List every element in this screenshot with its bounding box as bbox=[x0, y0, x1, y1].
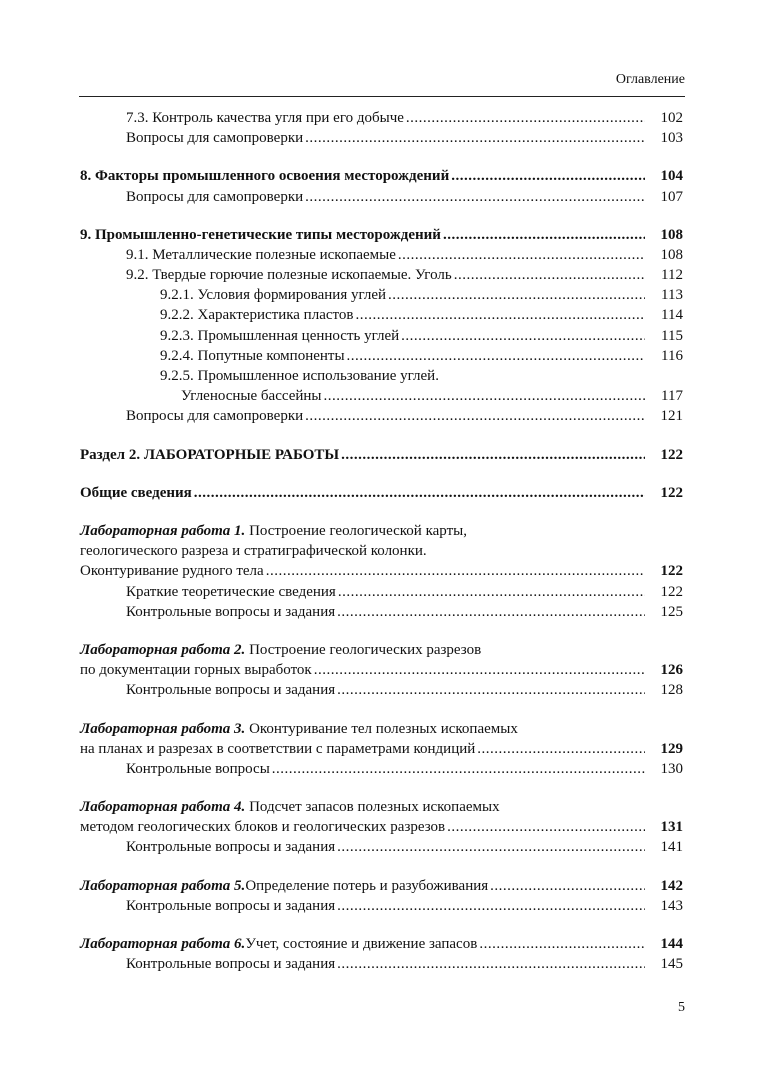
toc-lab-entry-line bbox=[80, 521, 683, 541]
toc-entry-title: по документации горных выработок bbox=[80, 662, 312, 679]
toc-entry-title: 9.2.3. Промышленная ценность углей bbox=[160, 327, 400, 344]
toc-entry-title: 9.1. Металлические полезные ископаемые bbox=[126, 246, 396, 263]
dot-leader bbox=[401, 326, 645, 346]
toc-entry-page: 103 bbox=[660, 130, 683, 147]
toc-entry-title: Определение потерь и разубоживания bbox=[245, 877, 489, 894]
dot-leader bbox=[314, 660, 645, 680]
dot-leader bbox=[324, 386, 646, 406]
toc-entry-page: 131 bbox=[660, 819, 683, 836]
toc-entry-title: на планах и разрезах в соответствии с параметрами кондиций bbox=[80, 740, 476, 757]
toc-section-entry bbox=[80, 483, 683, 503]
lab-work-label: Лабораторная работа 4. bbox=[80, 799, 246, 816]
toc-entry-title: Вопросы для самопроверки bbox=[126, 130, 304, 147]
dot-leader bbox=[338, 582, 645, 602]
toc-entry-page: 112 bbox=[661, 267, 683, 284]
toc-entry-title: Построение геологической карты, bbox=[245, 523, 467, 539]
toc-entry-title: Раздел 2. ЛАБОРАТОРНЫЕ РАБОТЫ bbox=[80, 446, 340, 463]
toc-entry bbox=[80, 386, 683, 406]
toc-lab-entry bbox=[80, 561, 683, 581]
toc-entry-page: 122 bbox=[660, 563, 683, 580]
dot-leader bbox=[266, 561, 645, 581]
toc-entry-page: 108 bbox=[660, 246, 683, 263]
header-rule bbox=[79, 96, 685, 97]
dot-leader bbox=[406, 108, 645, 128]
toc-entry bbox=[80, 265, 683, 285]
spacer bbox=[80, 207, 683, 225]
toc-lab-entry bbox=[80, 934, 683, 954]
toc-entry-title: Учет, состояние и движение запасов bbox=[245, 935, 478, 952]
spacer bbox=[80, 916, 683, 934]
spacer bbox=[80, 622, 683, 640]
lab-work-label: Лабораторная работа 1. bbox=[80, 523, 246, 539]
toc-entry bbox=[80, 954, 683, 974]
toc-entry-page: 144 bbox=[660, 935, 683, 952]
page-number: 5 bbox=[678, 1000, 685, 1015]
dot-leader bbox=[355, 305, 645, 325]
spacer bbox=[80, 779, 683, 797]
spacer bbox=[80, 701, 683, 719]
toc-lab-entry bbox=[80, 876, 683, 896]
toc-entry-title: Оконтуривание тел полезных ископаемых bbox=[245, 720, 518, 737]
toc-entry-page: 113 bbox=[661, 287, 683, 304]
toc-entry-title: 9.2.1. Условия формирования углей bbox=[160, 287, 387, 304]
toc-chapter-entry bbox=[80, 166, 683, 186]
toc-entry-page: 122 bbox=[660, 583, 683, 600]
dot-leader bbox=[305, 128, 645, 148]
toc-entry-page: 130 bbox=[660, 760, 683, 777]
toc-entry bbox=[80, 896, 683, 916]
toc-entry-title: методом геологических блоков и геологических разрезов bbox=[80, 819, 446, 836]
toc-chapter-entry bbox=[80, 225, 683, 245]
toc-entry-title: 9.2. Твердые горючие полезные ископаемые. Уголь bbox=[126, 267, 452, 284]
toc-entry bbox=[80, 306, 683, 326]
toc-entry-page: 145 bbox=[660, 956, 683, 973]
toc-entry bbox=[80, 602, 683, 622]
toc-entry-page: 121 bbox=[660, 408, 683, 425]
dot-leader bbox=[337, 954, 645, 974]
toc-lab-entry-line bbox=[80, 640, 683, 660]
toc-entry-title: Контрольные вопросы и задания bbox=[126, 682, 336, 699]
toc-entry bbox=[80, 245, 683, 265]
toc-entry-page: 102 bbox=[660, 109, 683, 126]
toc-entry-title: Подсчет запасов полезных ископаемых bbox=[245, 799, 500, 816]
toc-entry bbox=[80, 582, 683, 602]
toc-entry-title: 9.2.5. Промышленное использование углей. bbox=[160, 368, 439, 385]
toc-entry bbox=[80, 108, 683, 128]
toc-entry-title: Оконтуривание рудного тела bbox=[80, 563, 264, 580]
toc-lab-entry-line bbox=[80, 797, 683, 817]
dot-leader bbox=[447, 817, 645, 837]
dot-leader bbox=[479, 934, 645, 954]
toc-entry bbox=[80, 406, 683, 426]
toc-entry bbox=[80, 680, 683, 700]
running-head: Оглавление bbox=[615, 72, 685, 87]
toc-entry-title: 9.2.4. Попутные компоненты bbox=[160, 347, 345, 364]
dot-leader bbox=[347, 346, 645, 366]
dot-leader bbox=[337, 602, 645, 622]
toc-entry-title: 7.3. Контроль качества угля при его добыче bbox=[126, 109, 404, 126]
toc-entry-title: Вопросы для самопроверки bbox=[126, 188, 304, 205]
toc-entry-title: 8. Факторы промышленного освоения месторождений bbox=[80, 168, 450, 185]
toc-entry-page: 116 bbox=[661, 347, 683, 364]
toc-entry-title: 9. Промышленно-генетические типы месторождений bbox=[80, 226, 441, 243]
toc-entry-title: Построение геологических разрезов bbox=[245, 641, 482, 658]
lab-work-label: Лабораторная работа 5. bbox=[80, 877, 246, 894]
toc-entry-page: 107 bbox=[660, 188, 683, 205]
toc-entry bbox=[80, 326, 683, 346]
toc-entry bbox=[80, 759, 683, 779]
dot-leader bbox=[490, 876, 645, 896]
dot-leader bbox=[337, 837, 645, 857]
toc-entry bbox=[80, 837, 683, 857]
toc-entry-title: геологического разреза и стратиграфической колонки. bbox=[80, 543, 427, 560]
toc-entry-title: 9.2.2. Характеристика пластов bbox=[160, 307, 354, 324]
dot-leader bbox=[337, 680, 645, 700]
toc-entry-title: Угленосные бассейны bbox=[181, 388, 322, 405]
toc-lab-entry bbox=[80, 817, 683, 837]
toc-entry-page: 125 bbox=[660, 603, 683, 620]
lab-work-label: Лабораторная работа 6. bbox=[80, 935, 246, 952]
spacer bbox=[80, 465, 683, 483]
lab-work-label: Лабораторная работа 2. bbox=[80, 641, 246, 658]
toc-section-entry bbox=[80, 445, 683, 465]
toc-entry bbox=[80, 285, 683, 305]
toc-lab-entry bbox=[80, 660, 683, 680]
toc-entry-line bbox=[80, 366, 683, 386]
toc-lab-entry bbox=[80, 739, 683, 759]
toc-entry-title: Контрольные вопросы и задания bbox=[126, 956, 336, 973]
toc-entry-page: 122 bbox=[660, 484, 683, 501]
toc-entry-title: Краткие теоретические сведения bbox=[126, 583, 336, 600]
toc-entry-page: 126 bbox=[660, 662, 683, 679]
dot-leader bbox=[388, 285, 645, 305]
toc-entry-title: Вопросы для самопроверки bbox=[126, 408, 304, 425]
table-of-contents bbox=[80, 108, 683, 974]
toc-entry-page: 117 bbox=[661, 388, 683, 405]
toc-entry-page: 108 bbox=[660, 226, 683, 243]
dot-leader bbox=[454, 265, 645, 285]
toc-entry-title: Контрольные вопросы bbox=[126, 760, 270, 777]
dot-leader bbox=[194, 483, 645, 503]
dot-leader bbox=[477, 739, 645, 759]
dot-leader bbox=[305, 187, 645, 207]
toc-entry-page: 129 bbox=[660, 740, 683, 757]
dot-leader bbox=[272, 759, 645, 779]
spacer bbox=[80, 427, 683, 445]
toc-entry-title: Общие сведения bbox=[80, 484, 192, 501]
toc-entry-page: 114 bbox=[661, 307, 683, 324]
toc-entry-page: 142 bbox=[660, 877, 683, 894]
toc-entry-page: 115 bbox=[661, 327, 683, 344]
spacer bbox=[80, 503, 683, 521]
toc-entry bbox=[80, 128, 683, 148]
dot-leader bbox=[398, 245, 645, 265]
toc-entry-page: 128 bbox=[660, 682, 683, 699]
toc-entry-title: Контрольные вопросы и задания bbox=[126, 839, 336, 856]
toc-lab-entry-line bbox=[80, 541, 683, 561]
toc-entry-page: 143 bbox=[660, 897, 683, 914]
toc-entry-page: 122 bbox=[660, 446, 683, 463]
dot-leader bbox=[337, 896, 645, 916]
dot-leader bbox=[451, 166, 645, 186]
toc-entry bbox=[80, 346, 683, 366]
toc-entry bbox=[80, 187, 683, 207]
toc-entry-page: 104 bbox=[660, 168, 683, 185]
dot-leader bbox=[443, 225, 645, 245]
spacer bbox=[80, 148, 683, 166]
toc-entry-title: Контрольные вопросы и задания bbox=[126, 603, 336, 620]
spacer bbox=[80, 858, 683, 876]
dot-leader bbox=[305, 406, 645, 426]
toc-lab-entry-line bbox=[80, 719, 683, 739]
lab-work-label: Лабораторная работа 3. bbox=[80, 720, 246, 737]
toc-entry-page: 141 bbox=[660, 839, 683, 856]
dot-leader bbox=[341, 445, 645, 465]
toc-entry-title: Контрольные вопросы и задания bbox=[126, 897, 336, 914]
